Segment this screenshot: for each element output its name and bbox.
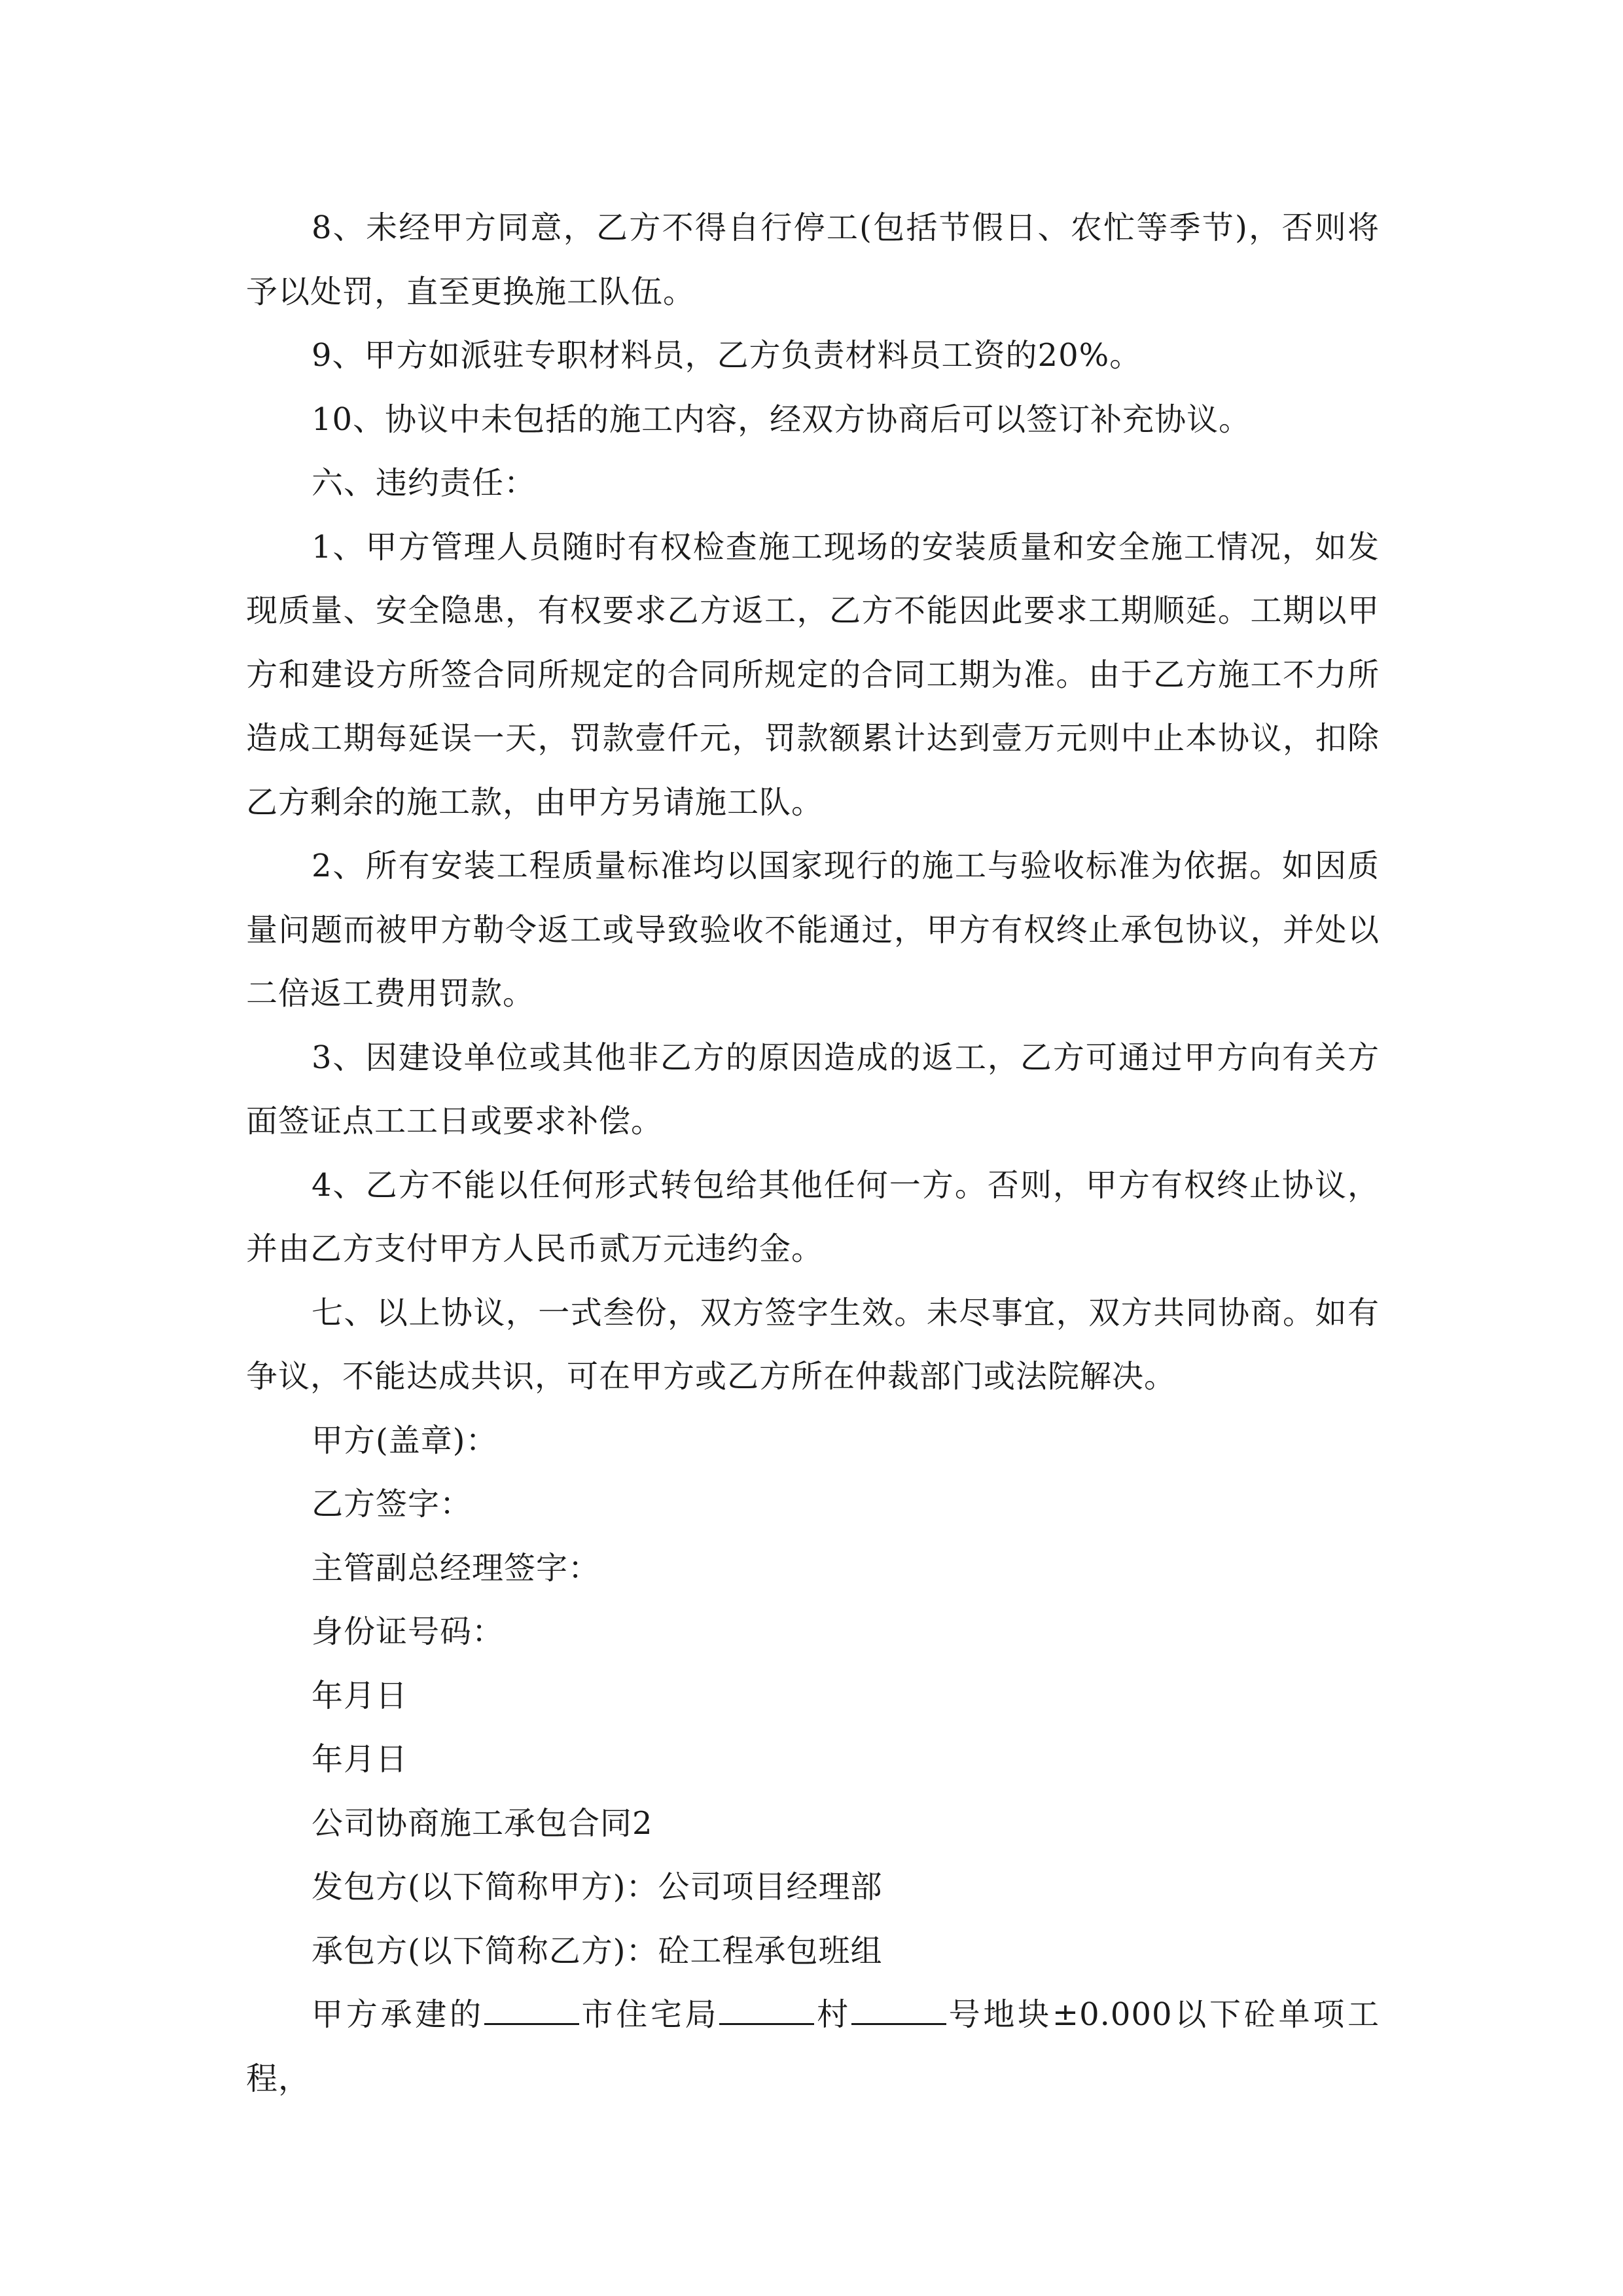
project-text-4: 号地块±0.000以下砼单项工程， — [246, 1996, 1380, 2097]
breach-clause-3: 3、因建设单位或其他非乙方的原因造成的返工，乙方可通过甲方向有关方面签证点工工日或要求补偿。 — [246, 1039, 1380, 1139]
party-a-seal-line: 甲方(盖章)： — [312, 1422, 498, 1459]
blank-lot-number — [851, 1997, 946, 2025]
project-text-3: 村 — [814, 1996, 851, 2033]
contract-2-title: 公司协商施工承包合同2 — [312, 1804, 653, 1842]
project-description-line — [246, 1983, 1380, 2111]
blank-village — [719, 1997, 814, 2025]
breach-clause-2: 2、所有安装工程质量标准均以国家现行的施工与验收标准为依据。如因质量问题而被甲方勒令返工或导致验收不能通过，甲方有权终止承包协议，并处以二倍返工费用罚款。 — [246, 848, 1380, 1012]
clause-9: 9、甲方如派驻专职材料员，乙方负责材料员工资的20%。 — [312, 337, 1142, 374]
date-line-1: 年月日 — [312, 1677, 408, 1714]
breach-clause-1: 1、甲方管理人员随时有权检查施工现场的安装质量和安全施工情况，如发现质量、安全隐患，有权要求乙方返工，乙方不能因此要求工期顺延。工期以甲方和建设方所签合同所规定的合同所规定的合同工期为准。由于乙方施工不力所造成工期每延误一天，罚款壹仟元，罚款额累计达到壹万元则中止本协议，扣除乙方剩余的施工款，由甲方另请施工队。 — [246, 528, 1380, 821]
vice-gm-signature-line: 主管副总经理签字： — [312, 1549, 601, 1587]
section-seven: 七、以上协议，一式叁份，双方签字生效。未尽事宜，双方共同协商。如有争议，不能达成共识，可在甲方或乙方所在仲裁部门或法院解决。 — [246, 1294, 1380, 1395]
project-text-2: 市住宅局 — [579, 1996, 720, 2033]
contractor-line: 承包方(以下简称乙方)：砼工程承包班组 — [312, 1932, 883, 1969]
clause-8: 8、未经甲方同意，乙方不得自行停工(包括节假日、农忙等季节)，否则将予以处罚，直至更换施工队伍。 — [246, 209, 1380, 310]
employer-line: 发包方(以下简称甲方)：公司项目经理部 — [312, 1869, 883, 1905]
document-body — [246, 196, 1380, 2111]
breach-clause-4: 4、乙方不能以任何形式转包给其他任何一方。否则，甲方有权终止协议，并由乙方支付甲方人民币贰万元违约金。 — [246, 1166, 1380, 1267]
blank-city — [484, 1997, 579, 2025]
date-line-2: 年月日 — [312, 1741, 408, 1778]
section-heading-breach: 六、违约责任： — [312, 465, 537, 501]
project-text-1: 甲方承建的 — [312, 1996, 484, 2033]
id-number-line: 身份证号码： — [312, 1613, 505, 1650]
clause-10: 10、协议中未包括的施工内容，经双方协商后可以签订补充协议。 — [312, 401, 1251, 438]
party-b-signature-line: 乙方签字： — [312, 1486, 473, 1522]
